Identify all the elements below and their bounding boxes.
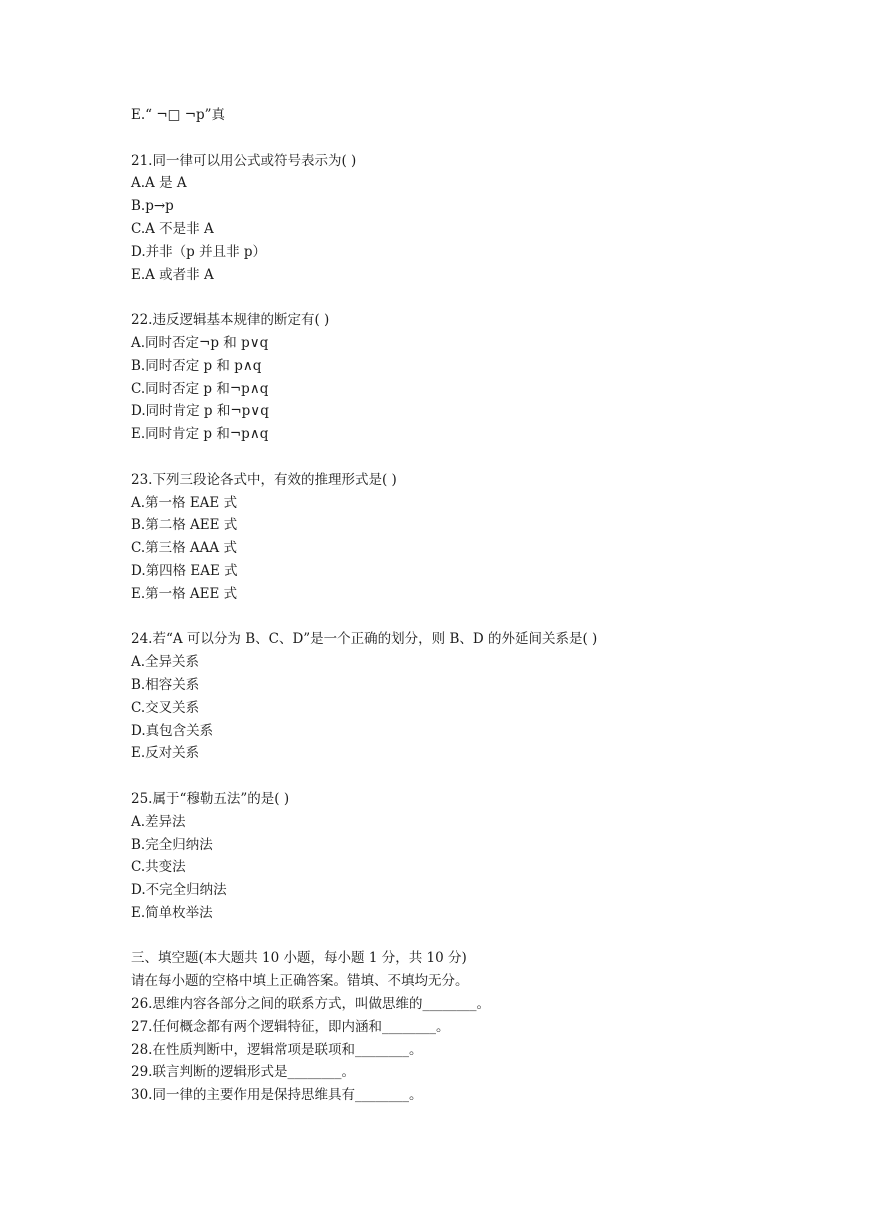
question-21 <box>131 150 771 287</box>
option-a: A.同时否定¬p 和 p∨q <box>131 334 269 351</box>
option-c: C.共变法 <box>131 859 186 876</box>
spacer <box>131 606 771 629</box>
option-a: A.差异法 <box>131 813 186 830</box>
option-c: C.A 不是非 A <box>131 220 214 237</box>
option-b: B.p→p <box>131 198 174 215</box>
option-e: E.第一格 AEE 式 <box>131 585 238 602</box>
spacer <box>131 765 771 788</box>
section-instruction: 请在每小题的空格中填上正确答案。错填、不填均无分。 <box>131 973 469 990</box>
option-c: C.同时否定 p 和¬p∧q <box>131 380 269 397</box>
option-e: E.反对关系 <box>131 745 200 762</box>
option-c: C.第三格 AAA 式 <box>131 540 237 557</box>
question-stem: 24.若“A 可以分为 B、C、D”是一个正确的划分，则 B、D 的外延间关系是( ) <box>131 631 598 648</box>
question-23 <box>131 469 771 606</box>
spacer <box>131 127 771 150</box>
exam-page <box>131 104 771 1107</box>
option-e: E.A 或者非 A <box>131 266 214 283</box>
blank-item-29: 29.联言判断的逻辑形式是________。 <box>131 1064 355 1081</box>
blank-item-28: 28.在性质判断中，逻辑常项是联项和________。 <box>131 1041 423 1058</box>
option-a: A.A 是 A <box>131 175 187 192</box>
option-b: B.同时否定 p 和 p∧q <box>131 357 262 374</box>
question-stem: 21.同一律可以用公式或符号表示为( ) <box>131 152 357 169</box>
option-e: E.简单枚举法 <box>131 904 213 921</box>
spacer <box>131 925 771 948</box>
question-stem: 25.属于“穆勒五法”的是( ) <box>131 790 290 807</box>
blank-item-26: 26.思维内容各部分之间的联系方式，叫做思维的________。 <box>131 996 490 1013</box>
option-c: C.交叉关系 <box>131 699 200 716</box>
q20-option-e: E.“ ¬□ ¬p”真 <box>131 107 226 123</box>
option-b: B.完全归纳法 <box>131 836 213 853</box>
option-a: A.第一格 EAE 式 <box>131 494 238 511</box>
option-d: D.同时肯定 p 和¬p∨q <box>131 403 269 420</box>
section-title: 三、填空题(本大题共 10 小题，每小题 1 分，共 10 分) <box>131 950 467 967</box>
blank-item-30: 30.同一律的主要作用是保持思维具有________。 <box>131 1087 423 1104</box>
spacer <box>131 286 771 309</box>
option-e: E.同时肯定 p 和¬p∧q <box>131 426 269 443</box>
option-b: B.相容关系 <box>131 676 200 693</box>
blank-item-27: 27.任何概念都有两个逻辑特征，即内涵和________。 <box>131 1018 450 1035</box>
spacer <box>131 446 771 469</box>
option-d: D.不完全归纳法 <box>131 882 227 899</box>
question-stem: 22.违反逻辑基本规律的断定有( ) <box>131 312 330 329</box>
option-a: A.全异关系 <box>131 654 200 671</box>
question-24 <box>131 628 771 765</box>
section-fill-in-blanks <box>131 947 771 1107</box>
option-d: D.真包含关系 <box>131 722 214 739</box>
option-d: D.第四格 EAE 式 <box>131 562 238 579</box>
option-b: B.第二格 AEE 式 <box>131 517 238 534</box>
question-25 <box>131 788 771 925</box>
question-stem: 23.下列三段论各式中，有效的推理形式是( ) <box>131 471 397 488</box>
question-22 <box>131 309 771 446</box>
option-d: D.并非（p 并且非 p） <box>131 243 266 260</box>
